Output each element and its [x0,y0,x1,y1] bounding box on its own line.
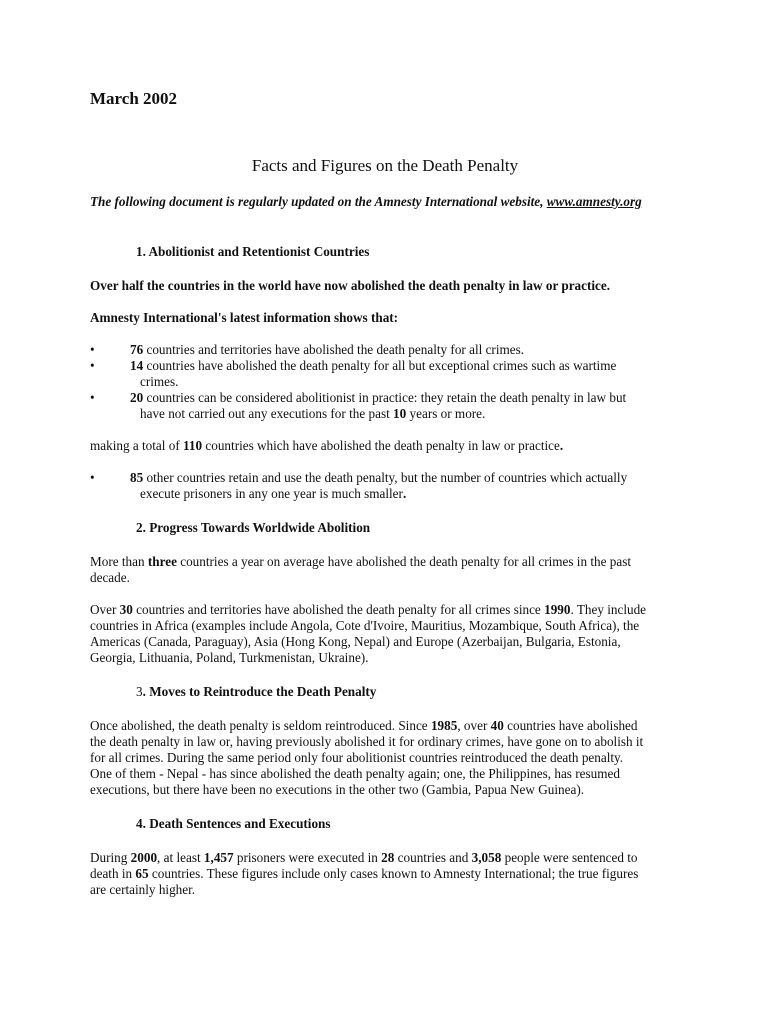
paragraph-text: death in [90,866,136,881]
paragraph-figure: 28 [381,850,395,865]
paragraph-text: , at least [157,850,204,865]
bullet-icon: • [90,390,95,405]
section-2-paragraph-1 [90,554,680,586]
amnesty-website-link[interactable]: www.amnesty.org [546,194,642,209]
paragraph-figure: 40 [490,718,504,733]
paragraph-text: One of them - Nepal - has since abolished the death penalty again; one, the Philippines, has resumed [90,766,620,781]
list-item [90,470,680,502]
section-1-heading: 1. Abolitionist and Retentionist Countries [136,244,370,259]
heading-text: . Moves to Reintroduce the Death Penalty [142,684,377,699]
paragraph-text: countries have abolished [503,718,638,733]
abolished-all-count: 76 [130,342,144,357]
paragraph-text: prisoners were executed in [233,850,382,865]
paragraph-text: Georgia, Lithuania, Poland, Turkmenistan, Ukraine). [90,650,369,665]
retentionist-count: 85 [130,470,144,485]
list-item-text [130,406,680,422]
abolished-ordinary-count: 14 [130,358,144,373]
section-4-paragraph-1 [90,850,680,898]
paragraph-figure: 1985 [430,718,458,733]
list-item-text: have not carried out any executions for the past [140,406,394,421]
total-count: 110 [183,438,203,453]
total-text: countries which have abolished the death penalty in law or practice [202,438,560,453]
paragraph-text: countries and [394,850,472,865]
paragraph-text: are certainly higher. [90,882,196,897]
list-item-text: years or more. [406,406,486,421]
list-item-text: countries have abolished the death penalty for all but exceptional crimes such as wartime [143,358,617,373]
paragraph-text: Once abolished, the death penalty is seldom reintroduced. Since [90,718,431,733]
total-text: making a total of [90,438,184,453]
paragraph-text: Over [90,602,120,617]
bullet-icon: • [90,358,95,373]
paragraph-figure: 65 [135,866,149,881]
paragraph-text: During [90,850,131,865]
paragraph-text: countries. These figures include only cases known to Amnesty International; the true figures [148,866,639,881]
paragraph-text: , over [457,718,491,733]
paragraph-text: Americas (Canada, Paraguay), Asia (Hong Kong, Nepal) and Europe (Azerbaijan, Bulgaria, Estonia, [90,634,621,649]
paragraph-text: . They include [570,602,647,617]
list-item [90,358,680,390]
paragraph-figure: three [147,554,177,569]
list-item-text [130,486,680,502]
paragraph-figure: 30 [119,602,133,617]
document-title: Facts and Figures on the Death Penalty [251,156,519,175]
paragraph-text: countries in Africa (examples include Angola, Cote d'Ivoire, Mauritius, Mozambique, South Africa), the [90,618,640,633]
list-item-text: . [402,486,407,501]
paragraph-text: executions, but there have been no executions in the other two (Gambia, Papua New Guinea). [90,782,585,797]
heading-number: 3 [136,684,143,699]
paragraph-text: people were sentenced to [501,850,638,865]
years-count: 10 [393,406,407,421]
list-item [90,390,680,422]
paragraph-text: countries a year on average have abolished the death penalty for all crimes in the past [176,554,631,569]
list-item-text: other countries retain and use the death penalty, but the number of countries which actually [143,470,628,485]
list-item-text: countries and territories have abolished the death penalty for all crimes. [143,342,525,357]
section-1-lead: Over half the countries in the world have now abolished the death penalty in law or practice. [90,278,611,293]
section-1-intro: Amnesty International's latest information shows that: [90,310,399,325]
section-2-heading: 2. Progress Towards Worldwide Abolition [136,520,371,535]
abolition-list [90,342,680,422]
list-item-text: crimes. [140,374,179,389]
paragraph-figure: 3,058 [471,850,502,865]
section-3-paragraph-1 [90,718,680,798]
section-4-heading: 4. Death Sentences and Executions [136,816,331,831]
paragraph-text: the death penalty in law or, having previously abolished it for ordinary crimes, have gone on to abolish it [90,734,644,749]
document-date: March 2002 [90,89,178,108]
section-2-paragraph-2 [90,602,680,666]
paragraph-text: for all crimes. During the same period only four abolitionist countries reintroduced the death penalty. [90,750,624,765]
section-3-heading [136,684,680,700]
bullet-icon: • [90,342,95,357]
total-text: . [559,438,564,453]
list-item-text: execute prisoners in any one year is much smaller [140,486,403,501]
update-note-text: The following document is regularly updated on the Amnesty International website, [90,194,547,209]
list-item [90,342,680,358]
bullet-icon: • [90,470,95,485]
retention-list [90,470,680,502]
paragraph-figure: 2000 [130,850,158,865]
update-note [90,194,680,210]
list-item-text: countries can be considered abolitionist in practice: they retain the death penalty in law but [143,390,627,405]
abolished-practice-count: 20 [130,390,144,405]
paragraph-text: countries and territories have abolished the death penalty for all crimes since [132,602,545,617]
total-abolitionist [90,438,680,454]
paragraph-text: decade. [90,570,130,585]
document-page [90,88,680,898]
paragraph-figure: 1990 [544,602,571,617]
paragraph-text: More than [90,554,148,569]
paragraph-figure: 1,457 [203,850,234,865]
